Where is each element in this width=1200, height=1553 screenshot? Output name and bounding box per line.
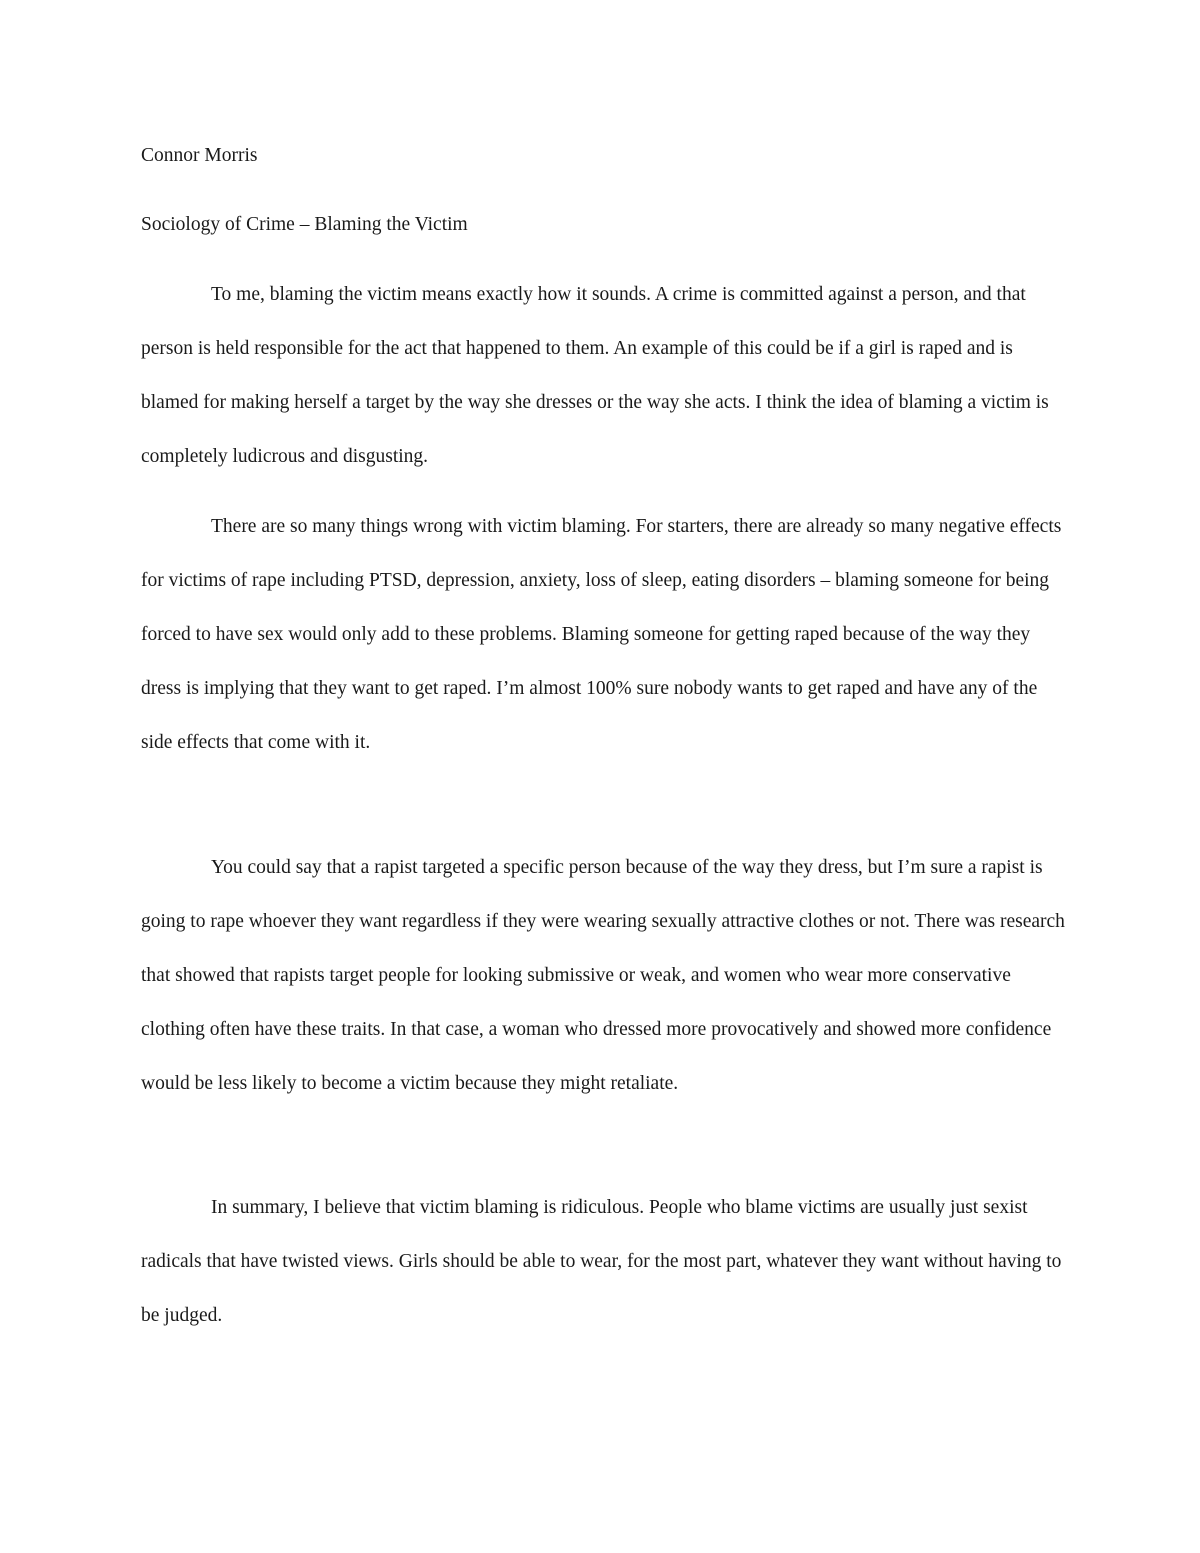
paragraph-2: There are so many things wrong with victim blaming. For starters, there are already so many negative effects for victims of rape including PTSD, depression, anxiety, loss of sleep, eating disorders – blaming someone for being forced to have sex would only add to these problems. Blaming someone for getting raped because of the way they dress is implying that they want to get raped. I’m almost 100% sure nobody wants to get raped and have any of the side effects that come with it. xyxy=(141,516,1062,753)
author-name: Connor Morris xyxy=(141,145,258,166)
paragraph-4: In summary, I believe that victim blaming is ridiculous. People who blame victims are usually just sexist radicals that have twisted views. Girls should be able to wear, for the most part, whatever they want without having to be judged. xyxy=(141,1197,1062,1326)
document-title: Sociology of Crime – Blaming the Victim xyxy=(141,214,468,235)
paragraph-1: To me, blaming the victim means exactly how it sounds. A crime is committed against a person, and that person is held responsible for the act that happened to them. An example of this could be if a girl is raped and is blamed for making herself a target by the way she dresses or the way she acts. I think the idea of blaming a victim is completely ludicrous and disgusting. xyxy=(141,284,1049,467)
paragraph-3: You could say that a rapist targeted a specific person because of the way they dress, but I’m sure a rapist is going to rape whoever they want regardless if they were wearing sexually attractive clothes or not. There was research that showed that rapists target people for looking submissive or weak, and women who wear more conservative clothing often have these traits. In that case, a woman who dressed more provocatively and showed more confidence would be less likely to become a victim because they might retaliate. xyxy=(141,857,1065,1094)
